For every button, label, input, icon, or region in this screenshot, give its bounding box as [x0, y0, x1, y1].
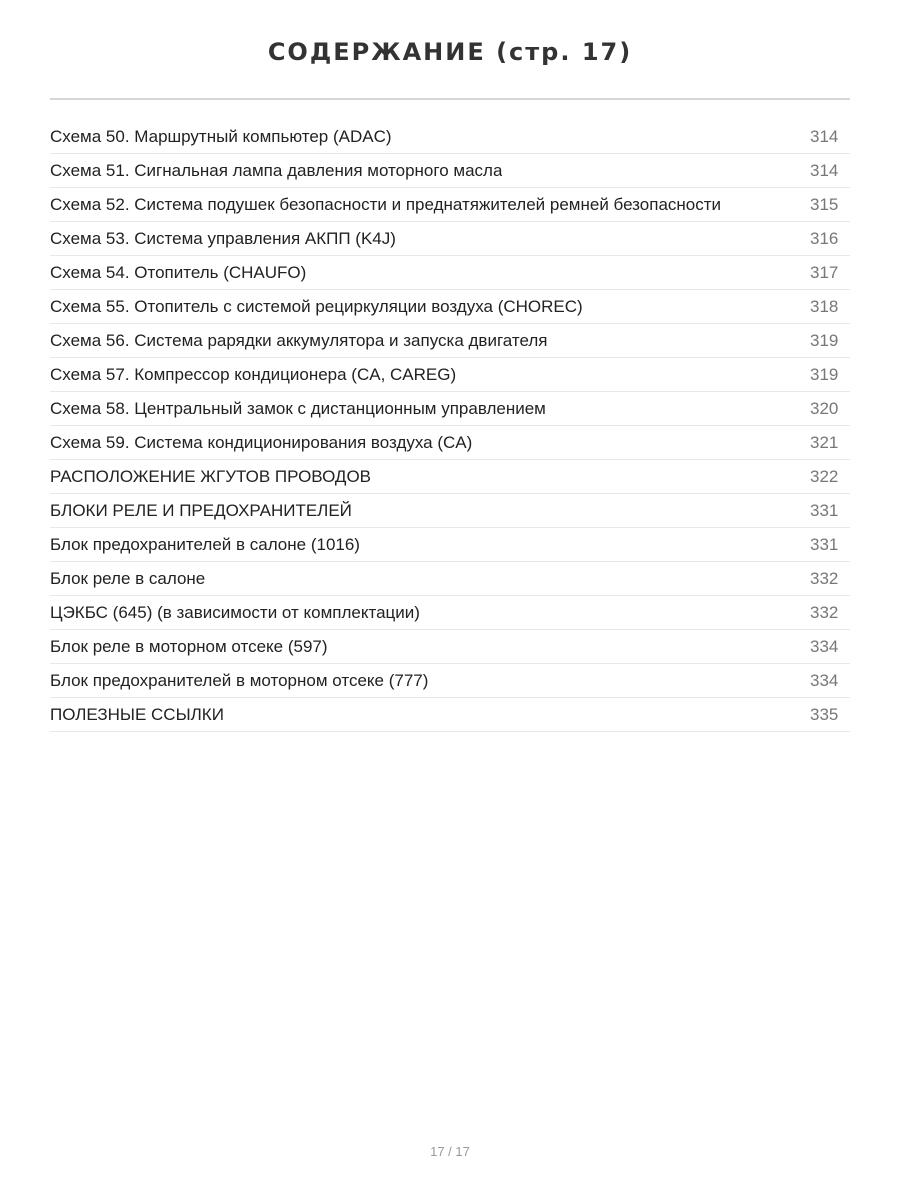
toc-entry[interactable] [50, 460, 850, 494]
toc-entry-label: Схема 54. Отопитель (CHAUFO) [50, 262, 307, 282]
toc-entry-label: ПОЛЕЗНЫЕ ССЫЛКИ [50, 704, 224, 724]
toc-entry-page: 314 [810, 160, 839, 180]
toc-entry[interactable] [50, 494, 850, 528]
toc-entry[interactable] [50, 256, 850, 290]
toc-entry[interactable] [50, 392, 850, 426]
toc-entry-page: 335 [810, 704, 839, 724]
toc-entry[interactable] [50, 596, 850, 630]
toc-entry-page: 318 [810, 296, 839, 316]
table-of-contents [50, 120, 850, 732]
toc-entry[interactable] [50, 562, 850, 596]
toc-entry-label: Схема 52. Система подушек безопасности и преднатяжителей ремней безопасности [50, 194, 722, 214]
toc-entry-page: 315 [810, 194, 839, 214]
toc-entry-label: Схема 58. Центральный замок с дистанционным управлением [50, 398, 546, 418]
toc-entry-label: Схема 56. Система рарядки аккумулятора и запуска двигателя [50, 330, 548, 350]
page-number: 17 / 17 [430, 1144, 470, 1159]
toc-entry-label: РАСПОЛОЖЕНИЕ ЖГУТОВ ПРОВОДОВ [50, 466, 372, 486]
toc-entry-page: 332 [810, 602, 839, 622]
toc-entry-page: 320 [810, 398, 839, 418]
toc-entry[interactable] [50, 698, 850, 732]
toc-entry[interactable] [50, 358, 850, 392]
toc-entry-label: Схема 55. Отопитель с системой рециркуляции воздуха (CHOREC) [50, 296, 583, 316]
toc-entry[interactable] [50, 664, 850, 698]
toc-entry[interactable] [50, 290, 850, 324]
toc-entry-page: 331 [810, 534, 839, 554]
toc-entry[interactable] [50, 188, 850, 222]
toc-entry[interactable] [50, 324, 850, 358]
toc-entry-page: 314 [810, 126, 839, 146]
toc-entry-page: 319 [810, 364, 839, 384]
toc-entry-label: Блок реле в салоне [50, 568, 206, 588]
toc-entry-label: Блок предохранителей в моторном отсеке (777) [50, 670, 429, 690]
toc-entry-page: 334 [810, 670, 839, 690]
toc-entry-label: Схема 53. Система управления АКПП (K4J) [50, 228, 396, 248]
toc-entry-page: 331 [810, 500, 839, 520]
toc-entry-page: 332 [810, 568, 839, 588]
toc-entry-label: Блок предохранителей в салоне (1016) [50, 534, 360, 554]
toc-entry-label: Блок реле в моторном отсеке (597) [50, 636, 328, 656]
toc-entry-label: Схема 51. Сигнальная лампа давления моторного масла [50, 160, 503, 180]
toc-entry[interactable] [50, 222, 850, 256]
toc-entry[interactable] [50, 630, 850, 664]
toc-entry[interactable] [50, 426, 850, 460]
page-title: СОДЕРЖАНИЕ (стр. 17) [267, 38, 633, 66]
toc-entry[interactable] [50, 120, 850, 154]
title-divider [50, 98, 850, 100]
toc-entry-page: 316 [810, 228, 839, 248]
toc-entry-label: ЦЭКБС (645) (в зависимости от комплектации) [50, 602, 420, 622]
toc-entry-label: Схема 57. Компрессор кондиционера (CA, CAREG) [50, 364, 457, 384]
toc-entry[interactable] [50, 154, 850, 188]
toc-entry-page: 322 [810, 466, 839, 486]
toc-entry-page: 334 [810, 636, 839, 656]
toc-entry[interactable] [50, 528, 850, 562]
toc-entry-page: 321 [810, 432, 839, 452]
toc-entry-label: Схема 50. Маршрутный компьютер (ADAC) [50, 126, 392, 146]
toc-entry-label: Схема 59. Система кондиционирования воздуха (CA) [50, 432, 473, 452]
toc-entry-page: 319 [810, 330, 839, 350]
toc-entry-page: 317 [810, 262, 839, 282]
toc-entry-label: БЛОКИ РЕЛЕ И ПРЕДОХРАНИТЕЛЕЙ [50, 500, 352, 520]
